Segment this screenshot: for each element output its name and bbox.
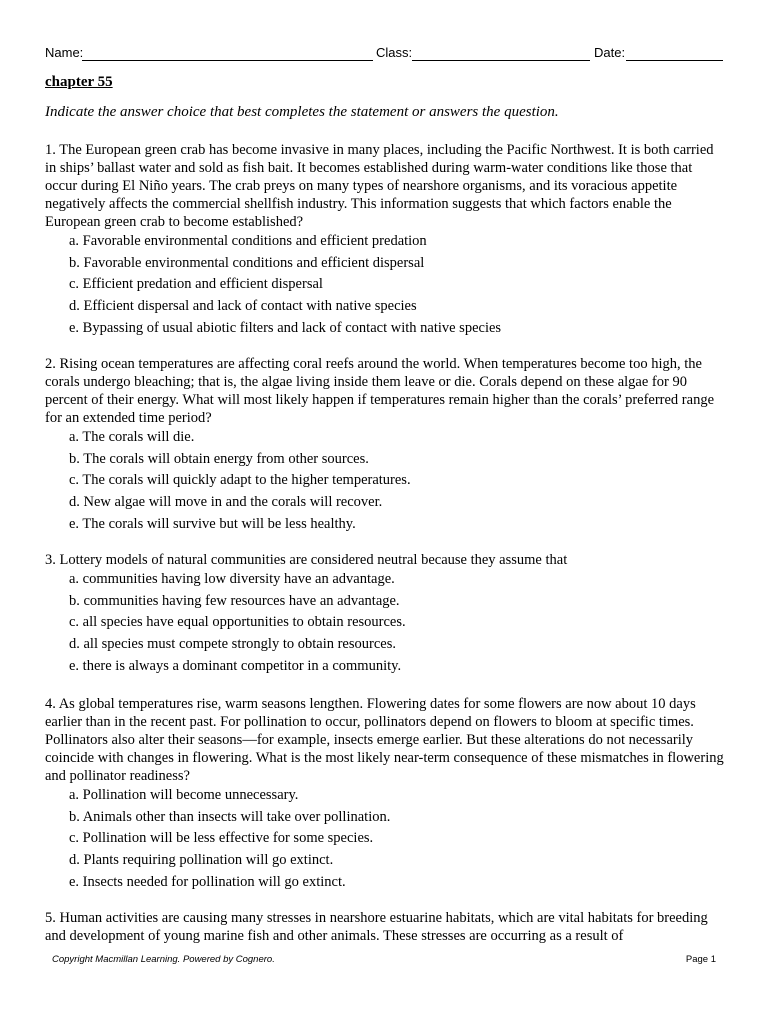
answer-option-c[interactable]: c. all species have equal opportunities to obtain resources. [69,614,406,631]
answer-option-a[interactable]: a. communities having low diversity have an advantage. [69,571,395,587]
answer-option-c[interactable]: c. Pollination will be less effective for some species. [69,830,374,847]
answer-option-a[interactable]: a. Favorable environmental conditions and efficient predation [69,233,427,249]
answer-options [45,231,725,339]
date-label: Date: [594,45,626,60]
answer-option-b[interactable]: b. Favorable environmental conditions and efficient dispersal [69,254,425,271]
name-field-line[interactable] [82,60,373,61]
answer-option-e[interactable]: e. The corals will survive but will be less healthy. [69,515,356,532]
question-stem: 1. The European green crab has become invasive in many places, including the Pacific Northwest. It is both carried in ships’ ballast water and sold as fish bait. It becomes established during warm-water conditions like those that occur during El Niño years. The crab preys on many types of nearshore organisms, and its voracious appetite negatively affects the commercial shellfish industry. This information suggests that which factors enable the European green crab to become established? [45,142,714,230]
question-2 [45,355,725,535]
answer-option-d[interactable]: d. New algae will move in and the corals will recover. [69,494,383,511]
question-stem: 3. Lottery models of natural communities are considered neutral because they assume that [45,552,568,568]
answer-option-e[interactable]: e. Bypassing of usual abiotic filters and lack of contact with native species [69,319,502,336]
class-label: Class: [376,45,413,60]
instructions: Indicate the answer choice that best completes the statement or answers the question. [45,104,559,120]
student-info-header [45,45,723,63]
answer-option-c[interactable]: c. Efficient predation and efficient dispersal [69,276,323,293]
chapter-title: chapter 55 [45,74,113,90]
date-field-line[interactable] [626,60,723,61]
answer-option-b[interactable]: b. The corals will obtain energy from other sources. [69,450,369,467]
answer-option-d[interactable]: d. Plants requiring pollination will go extinct. [69,852,334,869]
question-4 [45,695,725,893]
answer-option-b[interactable]: b. Animals other than insects will take over pollination. [69,808,391,825]
question-stem: 2. Rising ocean temperatures are affecting coral reefs around the world. When temperatures become too high, the corals undergo bleaching; that is, the algae living inside them leave or die. Corals depend on these algae for 90 percent of their energy. What will most likely happen if temperatures remain higher than the corals’ preferred range for an extended time period? [45,356,715,426]
answer-option-e[interactable]: e. Insects needed for pollination will go extinct. [69,873,346,890]
question-5 [45,909,725,945]
answer-option-a[interactable]: a. Pollination will become unnecessary. [69,787,299,803]
question-1 [45,141,725,339]
answer-options [45,785,725,893]
question-stem: 4. As global temperatures rise, warm seasons lengthen. Flowering dates for some flowers are now about 10 days earlier than in the recent past. For pollination to occur, pollinators depend on flowers to bloom at specific times. Pollinators also alter their seasons—for example, insects emerge earlier. But these alterations do not necessarily coincide with changes in flowering. What is the most likely near-term consequence of these mismatches in flowering and pollinator readiness? [45,696,724,784]
question-stem: 5. Human activities are causing many stresses in nearshore estuarine habitats, which are vital habitats for breeding and development of young marine fish and other animals. These stresses are occurring as a result of [45,910,708,944]
footer-copyright: Copyright Macmillan Learning. Powered by Cognero. [52,954,275,965]
answer-option-a[interactable]: a. The corals will die. [69,429,195,445]
question-3 [45,551,725,677]
class-field-line[interactable] [412,60,590,61]
answer-option-b[interactable]: b. communities having few resources have an advantage. [69,592,400,609]
answer-option-d[interactable]: d. Efficient dispersal and lack of contact with native species [69,298,417,315]
footer-page-number: Page 1 [685,954,716,965]
name-label: Name: [45,45,84,60]
answer-option-c[interactable]: c. The corals will quickly adapt to the higher temperatures. [69,472,411,489]
answer-options [45,427,725,535]
answer-option-e[interactable]: e. there is always a dominant competitor in a community. [69,657,402,674]
answer-options [45,569,725,677]
answer-option-d[interactable]: d. all species must compete strongly to obtain resources. [69,636,396,653]
